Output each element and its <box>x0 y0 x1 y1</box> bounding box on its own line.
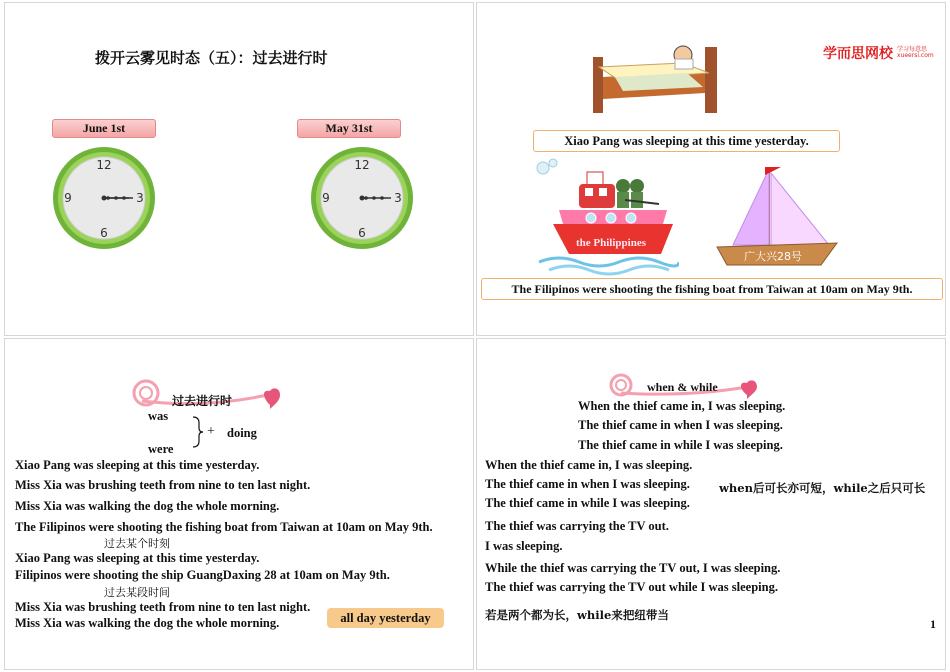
svg-text:the Philippines: the Philippines <box>576 237 646 249</box>
example-line: The thief was carrying the TV out. <box>485 519 669 533</box>
svg-text:12: 12 <box>96 158 112 172</box>
svg-text:3: 3 <box>136 191 144 205</box>
word-were: were <box>148 442 174 456</box>
bed-illustration <box>587 37 723 117</box>
label-may-31st: May 31st <box>297 119 401 138</box>
svg-text:9: 9 <box>322 191 330 205</box>
note-past-moment: 过去某个时刻 <box>104 537 170 550</box>
centered-example: When the thief came in, I was sleeping. <box>578 399 786 413</box>
xueersi-logo-text: 学而思网校 <box>823 46 893 62</box>
word-was: was <box>148 409 169 423</box>
svg-text:9: 9 <box>64 191 72 205</box>
example-line: Xiao Pang was sleeping at this time yesterday. <box>15 458 260 472</box>
plus-sign: + <box>207 424 215 439</box>
caption-shooting: The Filipinos were shooting the fishing boat from Taiwan at 10am on May 9th. <box>481 278 943 300</box>
example-line: Miss Xia was brushing teeth from nine to ten last night. <box>15 600 311 614</box>
svg-text:广大兴28号: 广大兴28号 <box>744 250 802 263</box>
caption-sleeping: Xiao Pang was sleeping at this time yesterday. <box>533 130 840 152</box>
example-line: Miss Xia was walking the dog the whole morning. <box>15 616 280 630</box>
centered-example: The thief came in while I was sleeping. <box>578 438 783 452</box>
example-line: Filipinos were shooting the ship GuangDaxing 28 at 10am on May 9th. <box>15 568 390 582</box>
svg-text:12: 12 <box>354 158 370 172</box>
xueersi-logo-small: 学习每意思 <box>897 46 928 53</box>
example-line: The Filipinos were shooting the fishing boat from Taiwan at 10am on May 9th. <box>15 520 433 534</box>
example-line: The thief came in while I was sleeping. <box>485 496 690 510</box>
example-line: Xiao Pang was sleeping at this time yesterday. <box>15 551 260 565</box>
example-line: The thief came in when I was sleeping. <box>485 477 690 491</box>
example-line: Miss Xia was walking the dog the whole morning. <box>15 499 280 513</box>
svg-text:6: 6 <box>358 226 366 240</box>
side-note: when后可长亦可短，while之后只可长 <box>719 481 926 495</box>
ship-illustration <box>529 158 679 278</box>
example-line: I was sleeping. <box>485 539 563 553</box>
centered-example: The thief came in when I was sleeping. <box>578 418 783 432</box>
clock-icon-right <box>309 145 415 251</box>
word-doing: doing <box>227 426 257 440</box>
slide-4-heading: when & while <box>647 380 718 394</box>
slide-3-heading: 过去进行时 <box>172 394 233 408</box>
example-line: When the thief came in, I was sleeping. <box>485 458 693 472</box>
clock-icon-left <box>51 145 157 251</box>
slide-1-title: 拨开云雾见时态（五）：过去进行时 <box>95 49 328 67</box>
slide-4 <box>476 338 946 670</box>
tag-all-day-yesterday: all day yesterday <box>327 608 444 628</box>
label-june-1st: June 1st <box>52 119 156 138</box>
svg-text:6: 6 <box>100 226 108 240</box>
example-line: Miss Xia was brushing teeth from nine to ten last night. <box>15 478 311 492</box>
page-number: 1 <box>930 617 936 631</box>
example-line: The thief was carrying the TV out while I was sleeping. <box>485 580 778 594</box>
bottom-note: 若是两个都为长，while来把纽带当 <box>485 608 669 622</box>
slide-3 <box>4 338 474 670</box>
note-past-period: 过去某段时间 <box>104 586 170 599</box>
sailboat-illustration <box>709 161 849 276</box>
xueersi-logo-url: xueersi.com <box>897 52 934 59</box>
example-line: While the thief was carrying the TV out, I was sleeping. <box>485 561 781 575</box>
svg-text:3: 3 <box>394 191 402 205</box>
brace-icon <box>191 415 205 449</box>
slide-1 <box>4 2 474 336</box>
slide-2 <box>476 2 946 336</box>
